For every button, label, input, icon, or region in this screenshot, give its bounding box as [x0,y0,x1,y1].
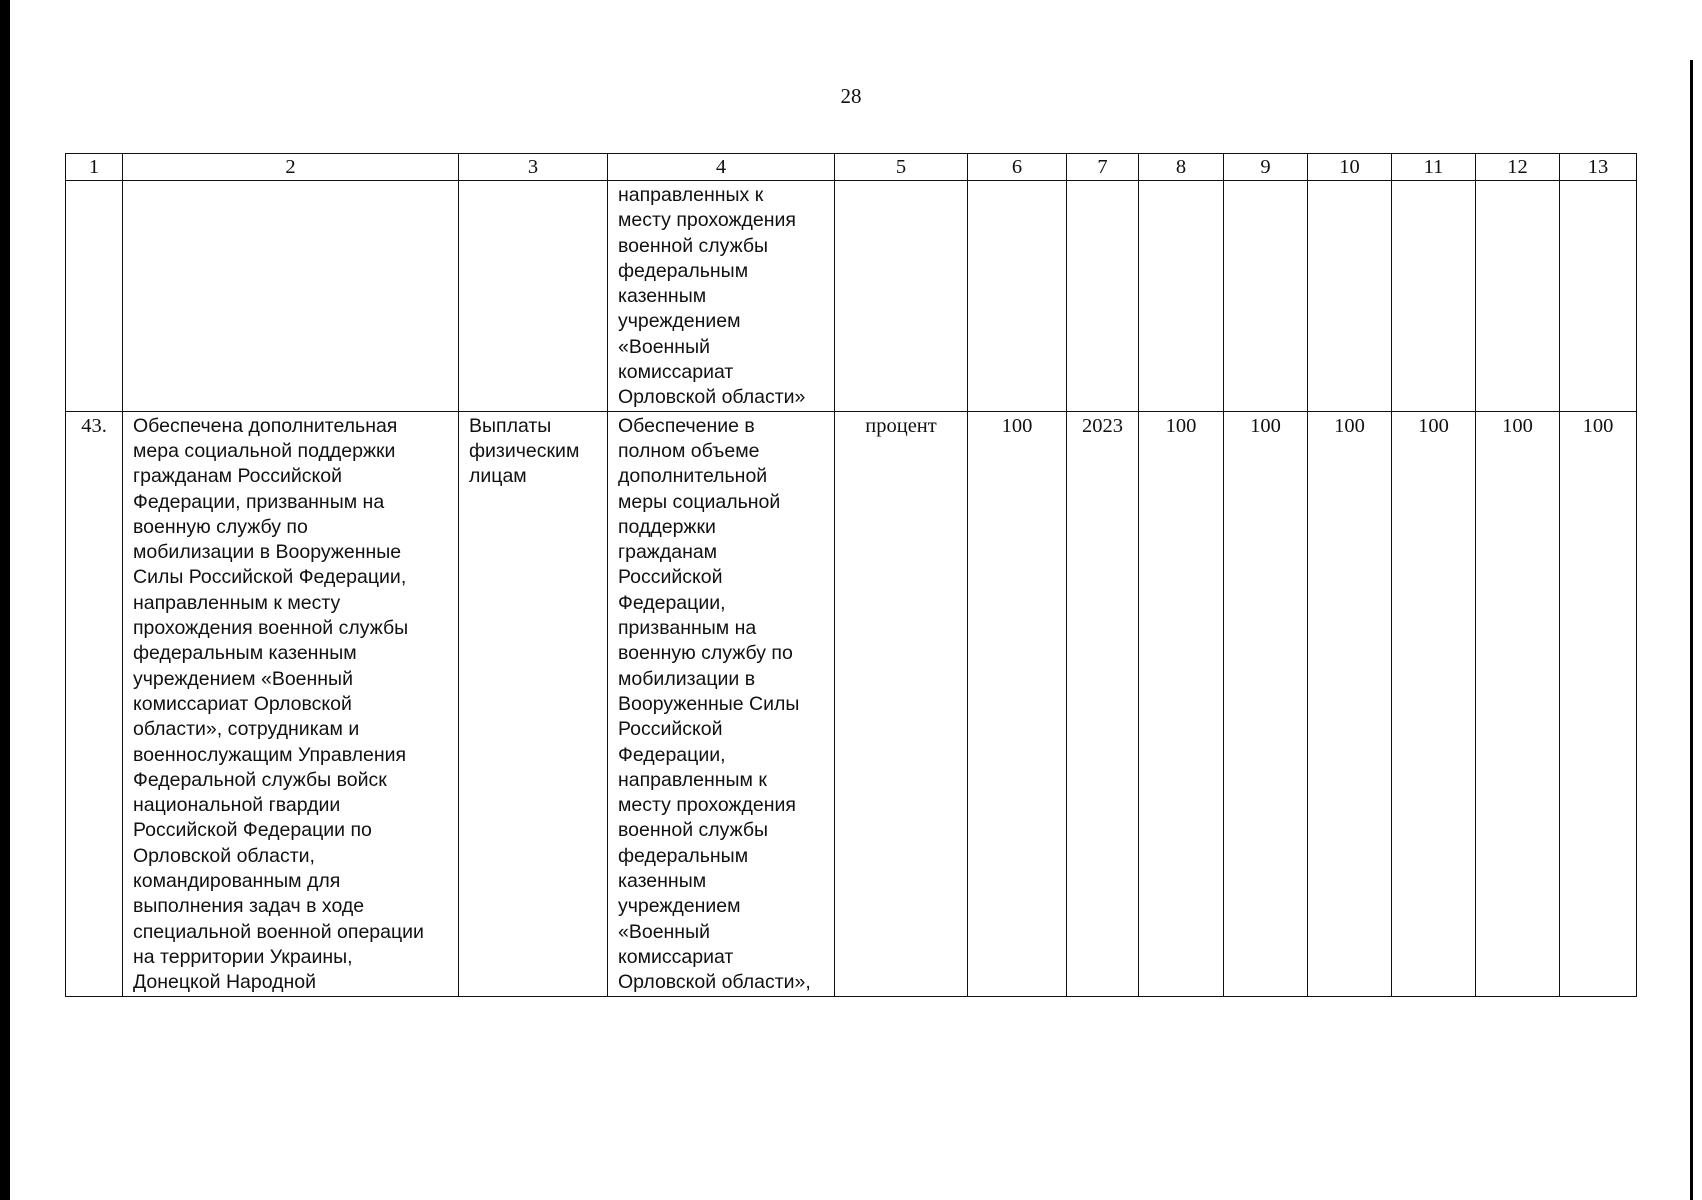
column-header-8: 8 [1139,154,1224,181]
table-cell [459,411,608,996]
table-cell [1392,411,1476,996]
result-description: направленных к месту прохождения военной службы федеральным казенным учреждением «Военный комиссариат Орловской области» [618,184,806,409]
column-header-13: 13 [1560,154,1637,181]
table-cell [1067,411,1139,996]
column-header-6: 6 [968,154,1067,181]
indicator-table [65,153,1637,997]
table-cell [968,411,1067,996]
base-value: 100 [1001,414,1033,437]
table-cell [1560,181,1637,412]
column-header-5: 5 [835,154,968,181]
value-col-10: 100 [1334,414,1365,437]
table-cell [1392,181,1476,412]
table-cell [968,181,1067,412]
value-col-11: 100 [1418,414,1449,437]
table-cell [1139,181,1224,412]
table-cell [123,411,459,996]
column-header-9: 9 [1224,154,1308,181]
table-cell [459,181,608,412]
value-col-8: 100 [1165,414,1197,437]
column-header-7: 7 [1067,154,1139,181]
result-description: Обеспечение в полном объеме дополнительной меры социальной поддержки гражданам Российской Федерации, призванным на военную службу по мобилизации в Вооруженные Силы Российской Федерации, направленным к месту прохождения военной службы федеральным казенным учреждением «Военный комиссариат Орловской области», [618,414,811,994]
column-header-12: 12 [1476,154,1560,181]
table-cell [123,181,459,412]
table-cell [608,181,835,412]
table-cell [1224,181,1308,412]
table-cell [1308,411,1392,996]
scan-edge-left [0,0,10,1200]
column-header-1: 1 [66,154,123,181]
column-header-2: 2 [123,154,459,181]
table-cell [835,181,968,412]
table-cell [1560,411,1637,996]
column-header-11: 11 [1392,154,1476,181]
table-cell [608,411,835,996]
page-number: 28 [840,84,862,108]
column-header-10: 10 [1308,154,1392,181]
table-cell [1224,411,1308,996]
value-col-9: 100 [1250,414,1281,437]
column-header-4: 4 [608,154,835,181]
table-cell [1476,181,1560,412]
header-row [66,154,1637,181]
table-cell [835,411,968,996]
table-cell [1308,181,1392,412]
row-number: 43. [81,414,107,437]
column-header-3: 3 [459,154,608,181]
table-cell [1067,181,1139,412]
result-name: Обеспечена дополнительная мера социальной поддержки гражданам Российской Федерации, призванным на военную службу по мобилизации в Вооруженные Силы Российской Федерации, направленным к месту прохождения военной службы федеральным казенным учреждением «Военный комиссариат Орловской области», сотрудникам и военнослужащим Управления Федеральной службы войск национальной гвардии Российской Федерации по Орловской области, командированным для выполнения задач в ходе специальной военной операции на территории Украины, Донецкой Народной [133,414,424,994]
table-row-43 [66,411,1637,996]
result-type: Выплаты физическим лицам [469,414,580,488]
scan-edge-right [1690,60,1693,1200]
value-col-13: 100 [1582,414,1614,437]
table-cell [1476,411,1560,996]
table-cell [1139,411,1224,996]
table-row-continuation [66,181,1637,412]
unit-of-measure: процент [865,414,937,437]
base-year: 2023 [1082,414,1123,437]
row-number-cell [66,411,123,996]
table-cell [66,181,123,412]
value-col-12: 100 [1502,414,1533,437]
